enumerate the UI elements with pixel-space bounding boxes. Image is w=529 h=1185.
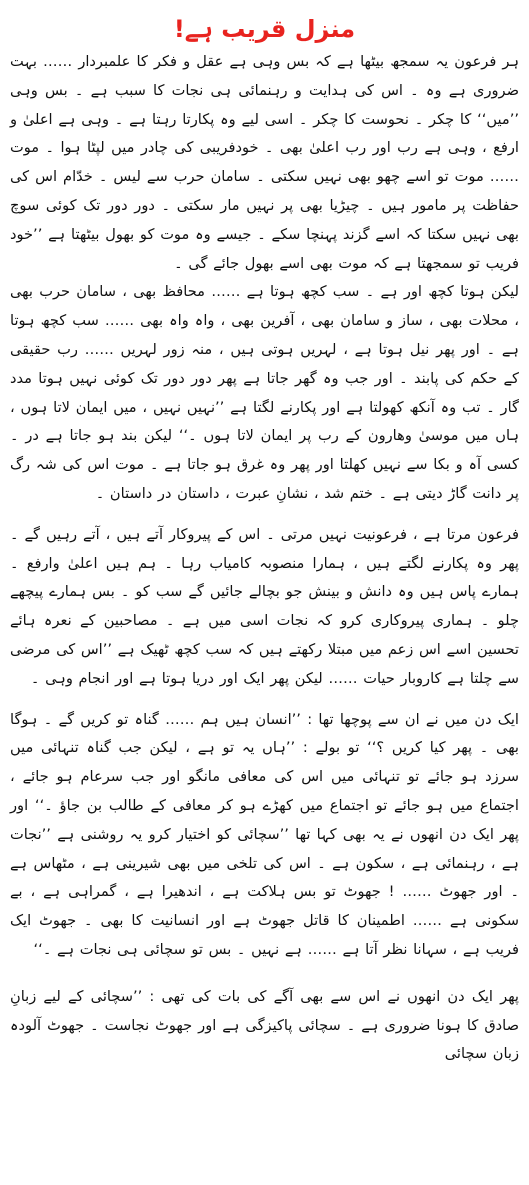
article-title: منزل قریب ہے! bbox=[173, 15, 356, 43]
paragraph-1: ہر فرعون یہ سمجھ بیٹھا ہے کہ بس وہی ہے عقل و فکر کا علمبردار …… بہت ضروری ہے وہ ۔ اس کی ہدایت و رہنمائی ہی نجات کا سبب ہے ۔ بس وہی ’’میں‘‘ کا چکر ۔ نحوست کا چکر ۔ اسی لیے وہ پکارتا رہتا ہے ۔ وہی ہے اعلیٰ و ارفع ، وہی ہے رب اور رب اعلیٰ بھی ۔ خودفریبی کی چادر میں لپٹا ہوا ۔ موت …… موت تو اسے چھو بھی نہیں سکتی ۔ سامان حرب سے لیس ۔ خدّام اس کی حفاظت پر مامور ہیں ۔ چیڑیا بھی پر نہیں مار سکتی ۔ دور دور تک کوئی سوچ بھی نہیں سکتا کہ اسے گزند پہنچا سکے ۔ جیسے وہ موت کو بھول بیٹھتا ہے ’’خود فریب تو سمجھتا ہے کہ موت بھی اسے بھول جائے گی ۔ bbox=[10, 53, 519, 272]
paragraph-5: پھر ایک دن انھوں نے اس سے بھی آگے کی بات کی تھی : ’’سچائی کے لیے زبانِ صادق کا ہونا ضروری ہے ۔ سچائی پاکیزگی ہے اور جھوٹ نجاست ۔ جھوٹ آلودہ زبان سچائی bbox=[10, 987, 519, 1063]
paragraph-3: فرعون مرتا ہے ، فرعونیت نہیں مرتی ۔ اس کے پیروکار آتے ہیں ، آتے رہیں گے ۔ پھر وہ پکارنے لگتے ہیں ، ہمارا منصوبہ کامیاب رہا ۔ ہم ہیں اعلیٰ وارفع ۔ ہمارے پاس ہیں وہ دانش و بینش جو بچالے جائیں گے سب کو ۔ بس ہمارے پیچھے چلو ۔ ہماری پیروکاری کرو کہ نجات اسی میں ہے ۔ مصاحبین کے نعرہ ہائے تحسین اسے اس زعم میں مبتلا رکھتے ہیں کہ سب کچھ ٹھیک ہے ’’اس کی مرضی سے چلتا ہے کاروبار حیات …… لیکن پھر ایک اور دریا ہوتا ہے اور انجام وہی ۔ bbox=[10, 525, 519, 687]
paragraph-2: لیکن ہوتا کچھ اور ہے ۔ سب کچھ ہوتا ہے …… محافظ بھی ، سامان حرب بھی ، محلات بھی ، ساز و سامان بھی ، آفرین بھی ، واہ واہ بھی …… سب کچھ ہوتا ہے ۔ اور پھر نیل ہوتا ہے ، لہریں ہوتی ہیں ، منہ زور لہریں …… رب حقیقی کے حکم کی پابند ۔ اور جب وہ گھر جاتا ہے پھر دور دور تک کوئی نہیں ہوتا مدد گار ۔ تب وہ آنکھ کھولتا ہے اور پکارنے لگتا ہے ’’نہیں نہیں ، میں ایمان لاتا ہوں ، ہاں میں موسیٰ وھارون کے رب پر ایمان لاتا ہوں ۔‘‘ لیکن بند ہو جاتا ہے در ۔ کسی آہ و بکا سے نہیں کھلتا اور پھر وہ غرق ہو جاتا ہے ۔ موت اس کی شہ رگ پر دانت گاڑ دیتی ہے ۔ ختم شد ، نشانِ عبرت ، داستان در داستان ۔ bbox=[10, 283, 519, 502]
paragraph-4: ایک دن میں نے ان سے پوچھا تھا : ’’انسان ہیں ہم …… گناہ تو کریں گے ۔ ہوگا بھی ۔ پھر کیا کریں ؟‘‘ تو بولے : ’’ہاں یہ تو ہے ، لیکن جب گناہ تنہائی میں سرزد ہو جائے تو تنہائی میں اس کی معافی مانگو اور جب سرعام ہو جائے ، اجتماع میں ہو جائے تو اجتماع میں کھڑے ہو کر معافی کے طالب بن جاؤ ۔‘‘ اور پھر ایک دن انھوں نے یہ بھی کہا تھا ’’سچائی کو اختیار کرو یہ روشنی ہے ’’نجات ہے ، رہنمائی ہے ، سکون ہے ۔ اس کی تلخی میں بھی شیرینی ہے ، مٹھاس ہے ۔ اور جھوٹ …… ! جھوٹ تو بس ہلاکت ہے ، اندھیرا ہے ، گمراہی ہے ، بے سکونی ہے …… اطمینان کا قاتل جھوٹ ہے اور انسانیت کا بھی ۔ جھوٹ ایک فریب ہے ، سہانا نظر آتا ہے …… ہے نہیں ۔ بس تو سچائی ہی نجات ہے ۔‘‘ bbox=[10, 710, 519, 958]
